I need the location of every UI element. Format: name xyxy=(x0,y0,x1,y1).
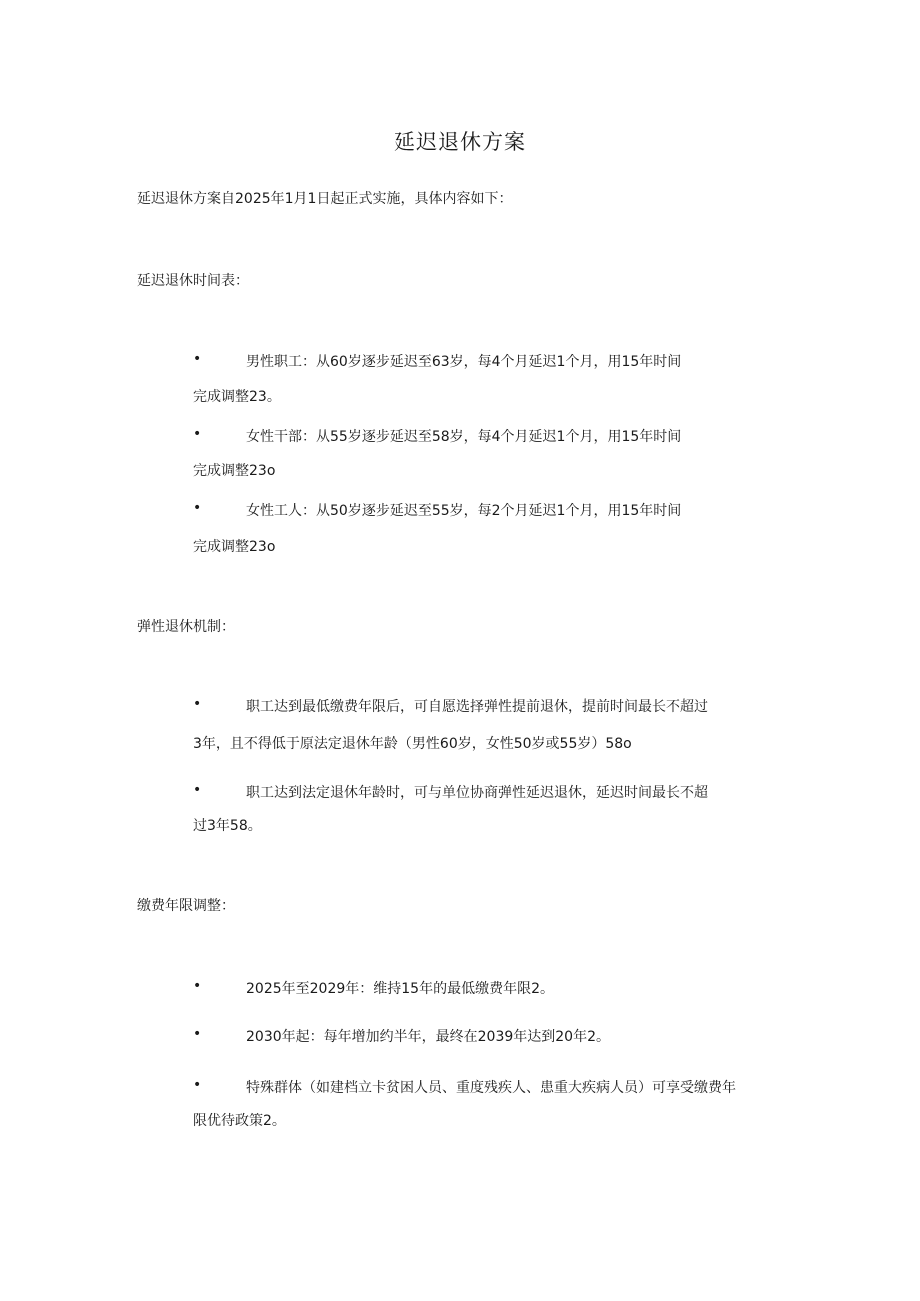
bullet-icon: • xyxy=(193,696,202,712)
list-item-special-groups-cont: 限优待政策2。 xyxy=(193,1113,286,1129)
bullet-icon: • xyxy=(193,782,202,798)
list-item-male-workers: 男性职工：从60岁逐步延迟至63岁，每4个月延迟1个月，用15年时间 xyxy=(246,354,682,370)
list-item-female-workers: 女性工人：从50岁逐步延迟至55岁，每2个月延迟1个月，用15年时间 xyxy=(246,503,682,519)
bullet-icon: • xyxy=(193,1077,202,1093)
bullet-icon: • xyxy=(193,500,202,516)
bullet-icon: • xyxy=(193,426,202,442)
list-item-female-cadres: 女性干部：从55岁逐步延迟至58岁，每4个月延迟1个月，用15年时间 xyxy=(246,429,682,445)
section-heading-flexible: 弹性退休机制： xyxy=(137,619,235,635)
list-item-male-workers-cont: 完成调整23。 xyxy=(193,389,281,405)
intro-paragraph: 延迟退休方案自2025年1月1日起正式实施，具体内容如下： xyxy=(137,191,513,207)
section-heading-contribution: 缴费年限调整： xyxy=(137,898,235,914)
list-item-late-retirement-cont: 过3年58。 xyxy=(193,818,262,834)
list-item-2025-2029: 2025年至2029年：维持15年的最低缴费年限2。 xyxy=(246,981,554,997)
bullet-icon: • xyxy=(193,1026,202,1042)
section-heading-timetable: 延迟退休时间表： xyxy=(137,273,249,289)
list-item-early-retirement-cont: 3年，且不得低于原法定退休年龄（男性60岁，女性50岁或55岁）58o xyxy=(193,736,632,752)
list-item-2030-onward: 2030年起：每年增加约半年，最终在2039年达到20年2。 xyxy=(246,1029,610,1045)
list-item-special-groups: 特殊群体（如建档立卡贫困人员、重度残疾人、患重大疾病人员）可享受缴费年 xyxy=(246,1080,736,1096)
bullet-icon: • xyxy=(193,351,202,367)
bullet-icon: • xyxy=(193,978,202,994)
list-item-female-workers-cont: 完成调整23o xyxy=(193,539,276,555)
list-item-early-retirement: 职工达到最低缴费年限后，可自愿选择弹性提前退休，提前时间最长不超过 xyxy=(246,699,708,715)
list-item-female-cadres-cont: 完成调整23o xyxy=(193,463,276,479)
list-item-late-retirement: 职工达到法定退休年龄时，可与单位协商弹性延迟退休，延迟时间最长不超 xyxy=(246,785,708,801)
document-title: 延迟退休方案 xyxy=(394,130,526,154)
